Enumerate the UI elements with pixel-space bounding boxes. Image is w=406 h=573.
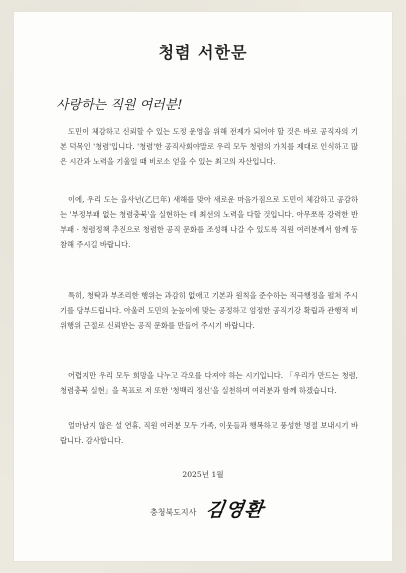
letter-greeting: 사랑하는 직원 여러분! [56, 98, 183, 113]
letter-date: 2025년 1월 [182, 470, 224, 479]
signer-title: 충청북도지사 [150, 508, 197, 517]
letter-title: 청렴 서한문 [158, 43, 248, 62]
paragraph-3: 특히, 청탁과 부조리한 행위는 과감히 없애고 기본과 원칙을 준수하는 적극행정을 펼쳐 주시기를 당부드립니다. 아울러 도민의 눈높이에 맞는 공정하고 엄정한 공직기강 확립과 관행적 비위행위 근절로 신뢰받는 공직 문화를 만들어 주시기 바랍니다. [60, 291, 358, 330]
paragraph-2: 이에, 우리 도는 을사년(乙巳年) 새해를 맞아 새로운 마음가짐으로 도민이 체감하고 공감하는 '부정부패 없는 청렴충북'을 실현하는 데 최선의 노력을 다할 것입니다. 아무쪼록 강력한 반부패 · 청렴정책 추진으로 청렴한 공직 문화를 조성해 나갈 수 있도록 직원 여러분께서 함께 동참해 주시길 바랍니다. [60, 195, 358, 249]
handwritten-signature: 김영환 [204, 499, 266, 521]
paragraph-5: 얼마남지 않은 설 연휴, 직원 여러분 모두 가족, 이웃들과 행복하고 풍성한 명절 보내시기 바랍니다. 감사합니다. [60, 421, 358, 445]
paragraph-1: 도민이 체감하고 신뢰할 수 있는 도정 운영을 위해 전제가 되어야 할 것은 바로 공직자의 기본 덕목인 '청렴'입니다. '청렴'한 공직사회야말로 우리 모두 청렴의 가치를 제대로 인식하고 많은 시간과 노력을 기울일 때 비로소 얻을 수 있는 최고의 자산입니다. [60, 127, 358, 166]
paragraph-4: 어렵지만 우리 모두 희망을 나누고 각오를 다져야 하는 시기입니다. 「우리가 만드는 청렴, 청렴충북 실현」을 목표로 저 또한 '청백리 정신'을 실천하며 여러분과 함께 하겠습니다. [60, 371, 358, 395]
